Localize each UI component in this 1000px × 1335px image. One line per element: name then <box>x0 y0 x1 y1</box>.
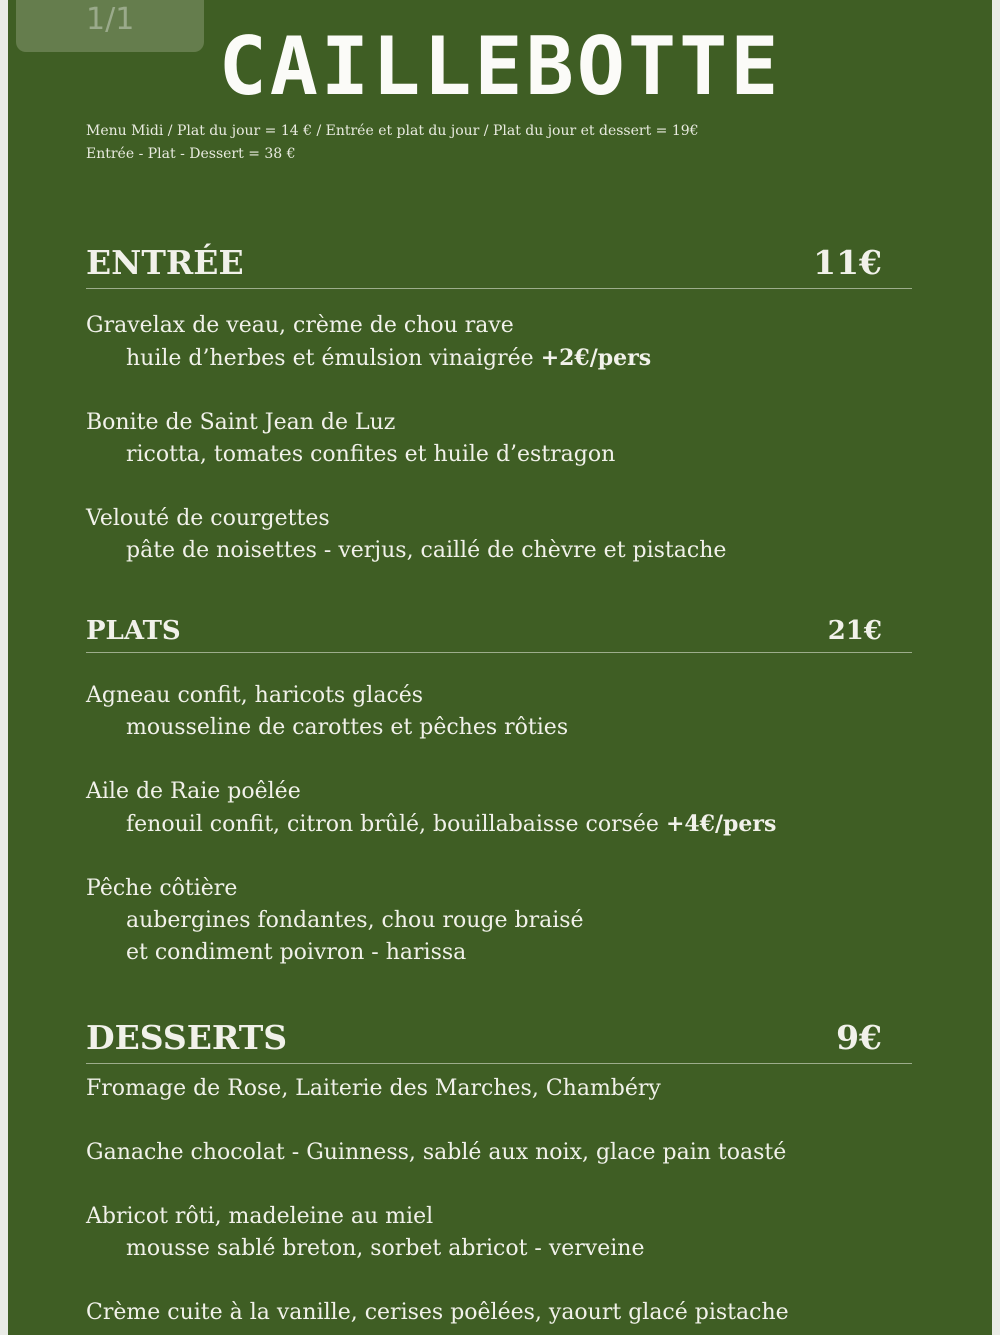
section-header-plats <box>86 606 912 653</box>
section-title: DESSERTS <box>86 1018 288 1057</box>
dish-name: Aile de Raie poêlée <box>86 779 301 804</box>
dish-description: mousse sablé breton, sorbet abricot - verveine <box>126 1236 645 1261</box>
dish-name: Ganache chocolat - Guinness, sablé aux noix, glace pain toasté <box>86 1140 787 1165</box>
dish-name: Crème cuite à la vanille, cerises poêlées, yaourt glacé pistache <box>86 1300 789 1325</box>
section-header-desserts <box>86 1012 912 1064</box>
dish-name: Agneau confit, haricots glacés <box>86 683 424 708</box>
dish-description: aubergines fondantes, chou rouge braisé <box>126 908 584 933</box>
menu-page <box>8 0 992 1335</box>
section-price: 21€ <box>827 616 882 646</box>
dish-name: Abricot rôti, madeleine au miel <box>86 1204 434 1229</box>
pricing-line-2: Entrée - Plat - Dessert = 38 € <box>86 146 296 162</box>
dish-name: Bonite de Saint Jean de Luz <box>86 410 396 435</box>
dish-name: Velouté de courgettes <box>86 506 330 531</box>
dish-description: et condiment poivron - harissa <box>126 940 467 965</box>
page-counter-badge: 1/1 <box>16 0 204 52</box>
pricing-line-1: Menu Midi / Plat du jour = 14 € / Entrée et plat du jour / Plat du jour et dessert = 19€ <box>86 123 699 139</box>
dish-description: pâte de noisettes - verjus, caillé de chèvre et pistache <box>126 538 727 563</box>
section-price: 9€ <box>836 1018 882 1057</box>
dish-description <box>126 342 651 375</box>
section-price: 11€ <box>813 243 882 282</box>
dish-description-text: fenouil confit, citron brûlé, bouillabaisse corsée <box>126 812 666 837</box>
dish-name: Pêche côtière <box>86 876 238 901</box>
restaurant-title: CAILLEBOTTE <box>218 20 782 113</box>
dish-supplement: +4€/pers <box>665 811 777 837</box>
dish-supplement: +2€/pers <box>540 345 652 371</box>
dish-name: Gravelax de veau, crème de chou rave <box>86 313 514 338</box>
dish-description: ricotta, tomates confites et huile d’estragon <box>126 442 616 467</box>
section-title: ENTRÉE <box>86 243 244 282</box>
dish-description: mousseline de carottes et pêches rôties <box>126 715 569 740</box>
menu-midi-pricing <box>86 120 699 166</box>
section-header-entree <box>86 240 912 289</box>
dish-description <box>126 808 776 841</box>
dish-description-text: huile d’herbes et émulsion vinaigrée <box>126 346 541 371</box>
dish-name: Fromage de Rose, Laiterie des Marches, Chambéry <box>86 1076 661 1101</box>
section-title: PLATS <box>86 616 181 646</box>
